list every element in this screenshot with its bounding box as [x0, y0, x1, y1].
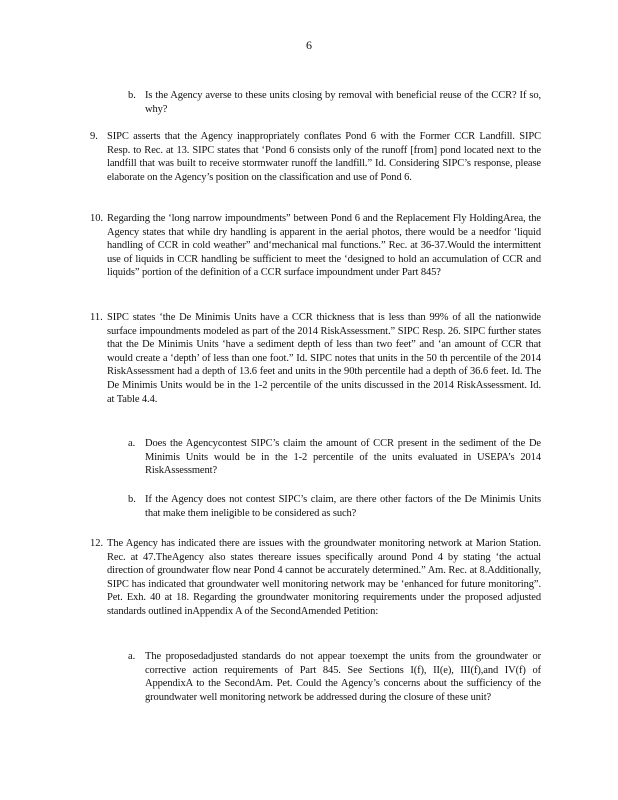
item-10-text: Regarding the ‘long narrow impoundments” between Pond 6 and the Replacement Fly HoldingArea, the Agency states that while dry handling is apparent in the aerial photos, there would be a needfor ‘liquid handling of CCR in cold weather” and‘mechanical mal functions.” Rec. at 36-37.Would the intermittent use of liquids in CCR handling be sufficient to meet the ‘designed to hold an accumulation of CCR and liquids” portion of the definition of a CCR surface impoundment under Part 845?	[107, 213, 541, 279]
item-label-12: 12.	[90, 538, 104, 549]
item-12a-text: The proposedadjusted standards do not appear toexempt the units from the groundwater or corrective action requirements of Part 845. See Sections I(f), II(e), III(f),and IV(f) of AppendixA to the SecondAm. Pet. Could the Agency’s concerns about the sufficiency of the groundwater well monitoring network be addressed during the closure of these unit?	[145, 651, 541, 703]
item-12-text: The Agency has indicated there are issues with the groundwater monitoring network at Marion Station. Rec. at 47.TheAgency also states thereare issues specifically around Pond 4 by stating ‘the actual direction of groundwater flow near Pond 4 cannot be accurately determined.” Am. Rec. at 8.Additionally, SIPC has indicated that groundwater well monitoring network may be ‘enhanced for future monitoring”. Pet. Exh. 40 at 18. Regarding the groundwater monitoring requirements under the proposed adjusted standards outlined inAppendix A of the SecondAmended Petition:	[107, 538, 541, 617]
item-11a-text: Does the Agencycontest SIPC’s claim the amount of CCR present in the sediment of the De Minimis Units would be in the 1-2 percentile of the units evaluated in USEPA’s 2014 RiskAssessment?	[145, 438, 541, 477]
page-number: 6	[306, 38, 312, 52]
item-b-text: Is the Agency averse to these units closing by removal with beneficial reuse of the CCR? If so, why?	[145, 90, 541, 115]
item-label-11: 11.	[90, 312, 103, 323]
item-label-10: 10.	[90, 213, 104, 224]
item-11-text: SIPC states ‘the De Minimis Units have a CCR thickness that is less than 99% of all the nationwide surface impoundments modeled as part of the 2014 RiskAssessment.” SIPC Resp. 26. SIPC further states that the De Minimis Units ‘have a sediment depth of less than two feet” and ‘an amount of CCR that would create a ‘depth’ of less than one foot.” Id. SIPC notes that units in the 50 th percentile of the 2014 RiskAssessment had a depth of 13.6 feet and units in the 90th percentile had a depth of 36.6 feet. Id. The De Minimis Units would be in the 1-2 percentile of the units discussed in the 2014 RiskAssessment. Id. at Table 4.4.	[107, 312, 541, 405]
item-11b-text: If the Agency does not contest SIPC’s claim, are there other factors of the De Minimis Units that make them ineligible to be considered as such?	[145, 494, 541, 519]
item-label-11a: a.	[128, 438, 136, 449]
item-label-12a: a.	[128, 651, 136, 662]
item-label-b: b.	[128, 90, 136, 101]
item-9-text: SIPC asserts that the Agency inappropriately conflates Pond 6 with the Former CCR Landfill. SIPC Resp. to Rec. at 13. SIPC states that ‘Pond 6 consists only of the runoff [from] pond located next to the landfill that was built to receive stormwater runoff the landfill.” Id. Considering SIPC’s response, please elaborate on the Agency’s position on the classification and use of Pond 6.	[107, 131, 541, 183]
item-label-9: 9.	[90, 131, 98, 142]
item-label-11b: b.	[128, 494, 136, 505]
